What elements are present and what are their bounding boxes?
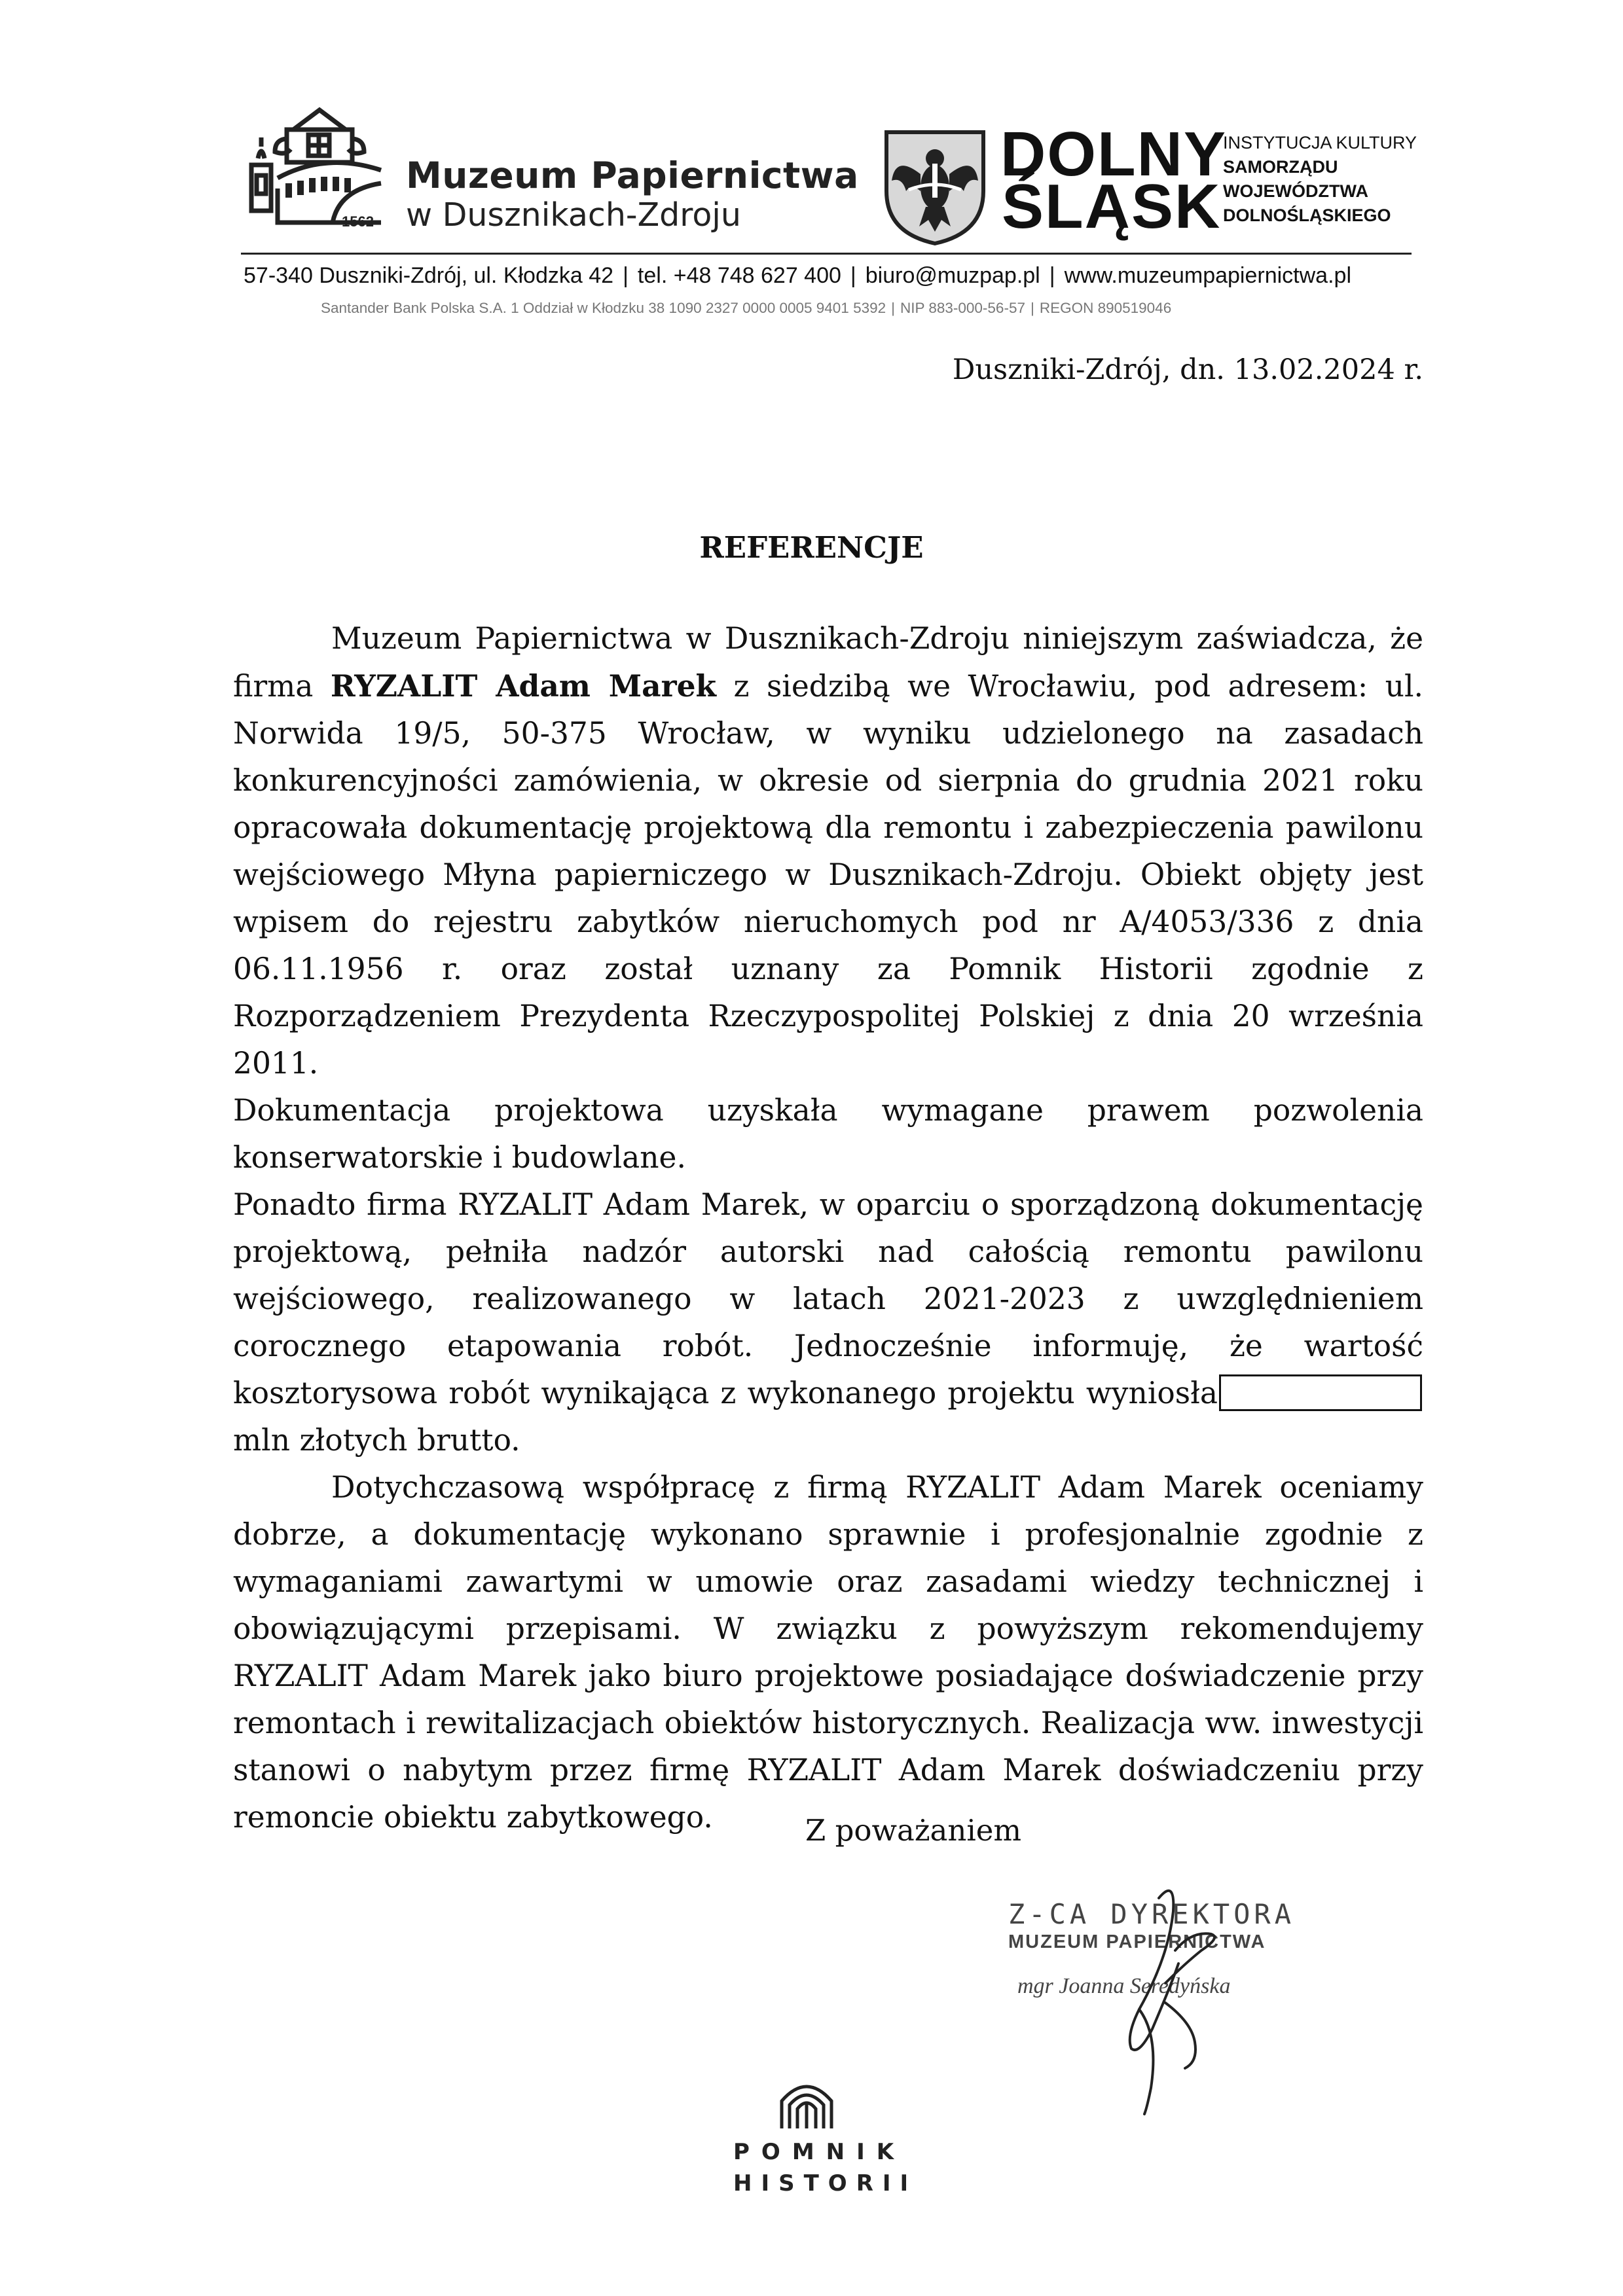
header-divider bbox=[241, 253, 1412, 255]
paragraph-3: Ponadto firma RYZALIT Adam Marek, w oparciu o sporządzoną dokumentację projektową, pełniła nadzór autorski nad całością remontu pawilonu wejściowego, realizowanego w latach 2021-2023 z uwzględnieniem corocznego etapowania robót. Jednocześnie informuję, że wartość kosztorysowa robót wynikająca z wykonanego projektu wyniosłamln złotych brutto. bbox=[233, 1187, 1423, 1458]
stamp-institution: MUZEUM PAPIERNICTWA bbox=[1008, 1931, 1266, 1952]
company-name: RYZALIT Adam Marek bbox=[330, 668, 717, 704]
paragraph-2: Dokumentacja projektowa uzyskała wymagane prawem pozwolenia konserwatorskie i budowlane. bbox=[233, 1093, 1423, 1175]
contact-line: 57-340 Duszniki-Zdrój, ul. Kłodzka 42 | tel. +48 748 627 400 | biuro@muzpap.pl | www.muzeumpapiernictwa.pl bbox=[244, 263, 1351, 288]
institution-line: DOLNOŚLĄSKIEGO bbox=[1223, 206, 1391, 225]
institution-line: SAMORZĄDU bbox=[1223, 157, 1338, 177]
footer-label-line2: HISTORII bbox=[733, 2170, 918, 2197]
region-name-line2: ŚLĄSK bbox=[1002, 171, 1222, 242]
eagle-crest-icon bbox=[883, 128, 987, 246]
museum-name: Muzeum Papiernictwa bbox=[406, 154, 859, 196]
institution-line: INSTYTUCJA KULTURY bbox=[1223, 133, 1417, 152]
paragraph-1: Muzeum Papiernictwa w Dusznikach-Zdroju niniejszym zaświadcza, że firma RYZALIT Adam Marek z siedzibą we Wrocławiu, pod adresem: ul. Norwida 19/5, 50-375 Wrocław, w wyniku udzielonego na zasadach konkurencyjności zamówienia, w okresie od sierpnia do grudnia 2021 roku opracowała dokumentację projektową dla remontu i zabezpieczenia pawilonu wejściowego Młyna papierniczego w Dusznikach-Zdroju. Obiekt objęty jest wpisem do rejestru zabytków nieruchomych pod nr A/4053/336 z dnia 06.11.1956 r. oraz został uznany za Pomnik Historii zgodnie z Rozporządzeniem Prezydenta Rzeczypospolitej Polskiej z dnia 20 września 2011. bbox=[233, 621, 1423, 1081]
footer-label-line1: POMNIK bbox=[733, 2139, 906, 2165]
contact-email[interactable]: biuro@muzpap.pl bbox=[865, 263, 1040, 288]
museum-city: w Dusznikach-Zdroju bbox=[406, 196, 741, 234]
paragraph-4: Dotychczasową współpracę z firmą RYZALIT Adam Marek oceniamy dobrze, a dokumentację wykonano sprawnie i profesjonalnie zgodnie z wymaganiami zawartymi w umowie oraz zasadami wiedzy technicznej i obowiązującymi przepisami. W związku z powyższym rekomendujemy RYZALIT Adam Marek jako biuro projektowe posiadające doświadczenie przy remontach i rewitalizacjach obiektów historycznych. Realizacja ww. inwestycji stanowi o nabytym przez firmę RYZALIT Adam Marek doświadczeniu przy remoncie obiektu zabytkowego. bbox=[233, 1470, 1423, 1835]
bank-details-line: Santander Bank Polska S.A. 1 Oddział w Kłodzku 38 1090 2327 0000 0005 9401 5392 | NIP 883-000-56-57 | REGON 890519046 bbox=[321, 300, 1172, 316]
regon-number: REGON 890519046 bbox=[1039, 300, 1172, 316]
letter-body bbox=[233, 615, 1423, 1841]
redacted-amount-box bbox=[1219, 1374, 1422, 1411]
contact-website[interactable]: www.muzeumpapiernictwa.pl bbox=[1064, 263, 1351, 288]
institution-label bbox=[1223, 131, 1417, 228]
institution-line: WOJEWÓDZTWA bbox=[1223, 181, 1368, 201]
bank-account: Santander Bank Polska S.A. 1 Oddział w Kłodzku 38 1090 2327 0000 0005 9401 5392 bbox=[321, 300, 886, 316]
monument-icon bbox=[779, 2079, 834, 2130]
nip-number: NIP 883-000-56-57 bbox=[900, 300, 1025, 316]
museum-founding-year: 1562 bbox=[342, 213, 374, 230]
stamp-signatory: mgr Joanna Seredyńska bbox=[1017, 1974, 1231, 1998]
handwritten-signature-icon bbox=[1061, 1872, 1277, 2121]
stamp-title: Z-CA DYREKTORA bbox=[1008, 1898, 1296, 1930]
museum-logo-icon bbox=[241, 92, 392, 232]
closing-salutation: Z poważaniem bbox=[805, 1813, 1022, 1848]
letter-title: REFERENCJE bbox=[699, 530, 924, 565]
contact-address: 57-340 Duszniki-Zdrój, ul. Kłodzka 42 bbox=[244, 263, 614, 288]
region-name-line1: DOLNY bbox=[1000, 119, 1227, 189]
contact-phone: tel. +48 748 627 400 bbox=[637, 263, 841, 288]
letter-date: Duszniki-Zdrój, dn. 13.02.2024 r. bbox=[952, 353, 1423, 386]
